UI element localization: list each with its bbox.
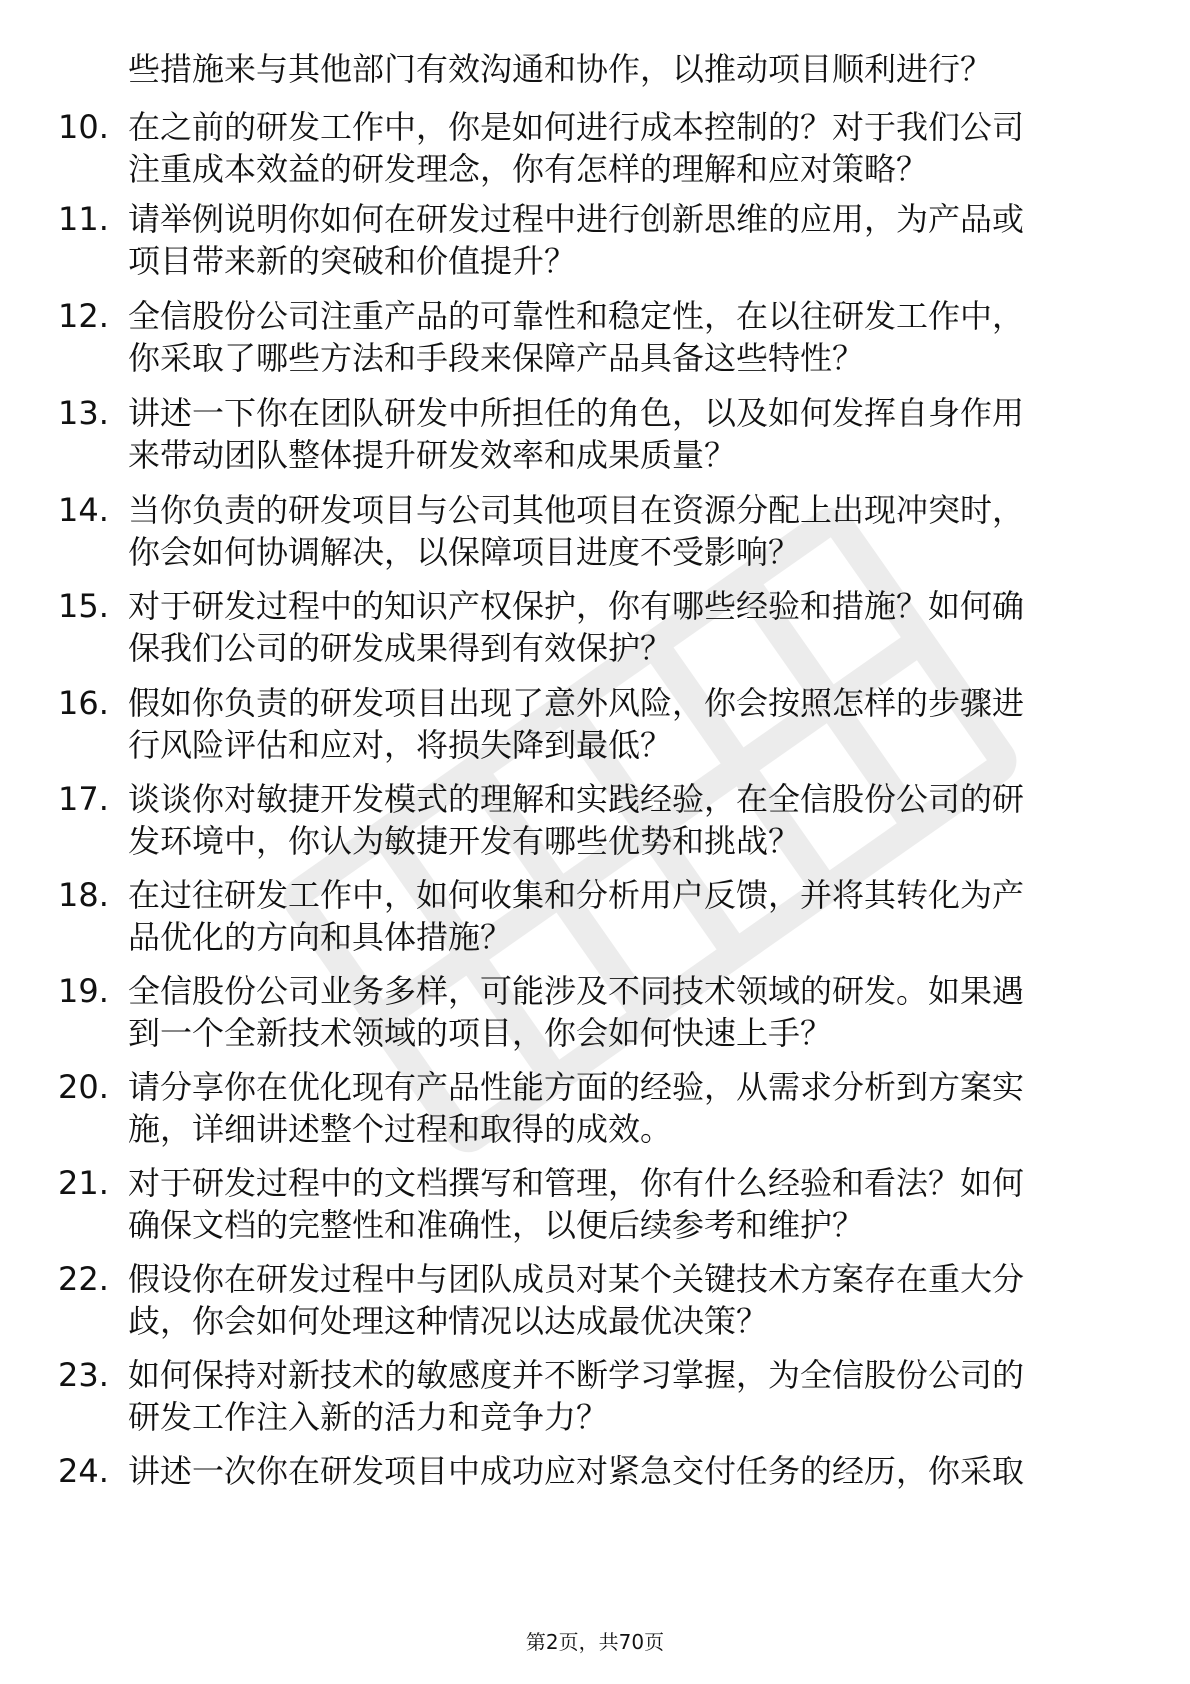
question-text bbox=[128, 489, 1118, 573]
question-text bbox=[128, 970, 1118, 1054]
question-number: 23. bbox=[58, 1356, 109, 1394]
question-line: 全信股份公司注重产品的可靠性和稳定性，在以往研发工作中， bbox=[128, 297, 1025, 335]
question-text bbox=[128, 1066, 1118, 1150]
question-line: 到一个全新技术领域的项目，你会如何快速上手？ bbox=[128, 1014, 833, 1052]
question-line: 在过往研发工作中，如何收集和分析用户反馈，并将其转化为产 bbox=[128, 876, 1025, 914]
question-line: 如何保持对新技术的敏感度并不断学习掌握，为全信股份公司的 bbox=[128, 1356, 1025, 1394]
question-text bbox=[128, 874, 1118, 958]
question-number: 13. bbox=[58, 394, 109, 432]
question-number: 18. bbox=[58, 876, 109, 914]
question-line: 当你负责的研发项目与公司其他项目在资源分配上出现冲突时， bbox=[128, 491, 1025, 529]
question-line: 对于研发过程中的知识产权保护，你有哪些经验和措施？如何确 bbox=[128, 587, 1025, 625]
question-number: 10. bbox=[58, 108, 109, 146]
question-line: 发环境中，你认为敏捷开发有哪些优势和挑战？ bbox=[128, 822, 801, 860]
page-footer: 第2页，共70页 bbox=[525, 1630, 665, 1654]
question-line: 来带动团队整体提升研发效率和成果质量？ bbox=[128, 436, 737, 474]
question-number: 20. bbox=[58, 1068, 109, 1106]
question-number: 16. bbox=[58, 684, 109, 722]
question-text bbox=[128, 1258, 1118, 1342]
question-line: 项目带来新的突破和价值提升？ bbox=[128, 242, 577, 280]
question-line: 保我们公司的研发成果得到有效保护？ bbox=[128, 629, 673, 667]
question-line: 在之前的研发工作中，你是如何进行成本控制的？对于我们公司 bbox=[128, 108, 1025, 146]
question-text bbox=[128, 106, 1118, 190]
question-line: 讲述一次你在研发项目中成功应对紧急交付任务的经历，你采取 bbox=[128, 1452, 1025, 1490]
question-text bbox=[128, 48, 1118, 90]
question-line: 假设你在研发过程中与团队成员对某个关键技术方案存在重大分 bbox=[128, 1260, 1025, 1298]
question-line: 请举例说明你如何在研发过程中进行创新思维的应用，为产品或 bbox=[128, 200, 1025, 238]
question-number: 24. bbox=[58, 1452, 109, 1490]
question-number: 17. bbox=[58, 780, 109, 818]
question-text bbox=[128, 1354, 1118, 1438]
question-number: 12. bbox=[58, 297, 109, 335]
question-line: 谈谈你对敏捷开发模式的理解和实践经验，在全信股份公司的研 bbox=[128, 780, 1025, 818]
question-number: 14. bbox=[58, 491, 109, 529]
question-line: 你会如何协调解决，以保障项目进度不受影响？ bbox=[128, 533, 801, 571]
question-text bbox=[128, 1450, 1118, 1492]
question-line: 歧，你会如何处理这种情况以达成最优决策？ bbox=[128, 1302, 769, 1340]
question-line: 研发工作注入新的活力和竞争力？ bbox=[128, 1398, 609, 1436]
question-text bbox=[128, 682, 1118, 766]
question-number: 22. bbox=[58, 1260, 109, 1298]
question-line: 你采取了哪些方法和手段来保障产品具备这些特性？ bbox=[128, 339, 865, 377]
question-line: 对于研发过程中的文档撰写和管理，你有什么经验和看法？如何 bbox=[128, 1164, 1025, 1202]
question-line: 施，详细讲述整个过程和取得的成效。 bbox=[128, 1110, 673, 1148]
question-text bbox=[128, 295, 1118, 379]
question-line: 讲述一下你在团队研发中所担任的角色，以及如何发挥自身作用 bbox=[128, 394, 1025, 432]
question-line: 品优化的方向和具体措施？ bbox=[128, 918, 513, 956]
question-number: 19. bbox=[58, 972, 109, 1010]
question-text bbox=[128, 392, 1118, 476]
question-number: 21. bbox=[58, 1164, 109, 1202]
question-line: 行风险评估和应对，将损失降到最低？ bbox=[128, 726, 673, 764]
question-text bbox=[128, 198, 1118, 282]
question-line: 请分享你在优化现有产品性能方面的经验，从需求分析到方案实 bbox=[128, 1068, 1025, 1106]
question-text bbox=[128, 585, 1118, 669]
question-line: 假如你负责的研发项目出现了意外风险，你会按照怎样的步骤进 bbox=[128, 684, 1025, 722]
question-text bbox=[128, 1162, 1118, 1246]
question-number: 15. bbox=[58, 587, 109, 625]
question-line: 注重成本效益的研发理念，你有怎样的理解和应对策略？ bbox=[128, 150, 929, 188]
question-line: 全信股份公司业务多样，可能涉及不同技术领域的研发。如果遇 bbox=[128, 972, 1025, 1010]
question-line: 些措施来与其他部门有效沟通和协作，以推动项目顺利进行？ bbox=[128, 50, 993, 88]
question-line: 确保文档的完整性和准确性，以便后续参考和维护？ bbox=[128, 1206, 865, 1244]
question-number: 11. bbox=[58, 200, 109, 238]
question-text bbox=[128, 778, 1118, 862]
